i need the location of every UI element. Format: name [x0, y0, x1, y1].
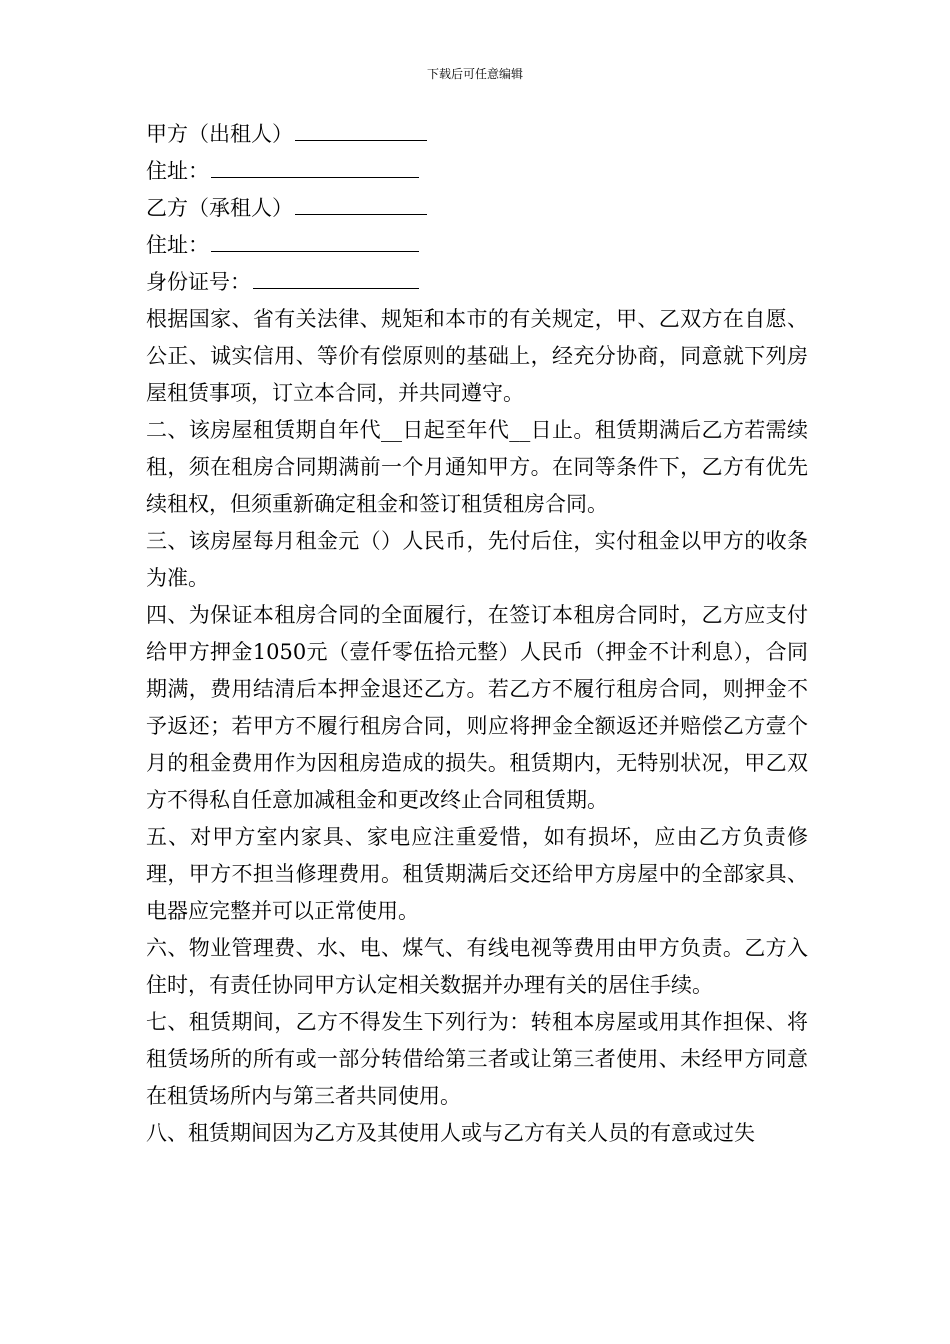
party-a-label: 甲方（出租人）	[146, 122, 293, 146]
paragraph-clause-7: 七、租赁期间，乙方不得发生下列行为：转租本房屋或用其作担保、将租赁场所的所有或一部分转借给第三者或让第三者使用、未经甲方同意在租赁场所内与第三者共同使用。	[146, 1010, 808, 1108]
address-a-blank[interactable]	[211, 153, 419, 178]
party-b-field	[146, 190, 808, 227]
paragraph-clause-4: 四、为保证本租房合同的全面履行，在签订本租房合同时，乙方应支付给甲方押金1050元（壹仟零伍拾元整）人民币（押金不计利息），合同期满，费用结清后本押金退还乙方。若乙方不履行租房合同，则押金不予返还；若甲方不履行租房合同，则应将押金全额返还并赔偿乙方壹个月的租金费用作为因租房造成的损失。租赁期内，无特别状况，甲乙双方不得私自任意加减租金和更改终止合同租赁期。	[146, 603, 808, 812]
address-b-field	[146, 227, 808, 264]
party-b-blank[interactable]	[295, 190, 427, 215]
address-b-blank[interactable]	[211, 227, 419, 252]
page-header-note: 下载后可任意编辑	[426, 67, 523, 81]
paragraph-intro: 根据国家、省有关法律、规矩和本市的有关规定，甲、乙双方在自愿、公正、诚实信用、等价有偿原则的基础上，经充分协商，同意就下列房屋租赁事项，订立本合同，并共同遵守。	[146, 307, 808, 405]
party-b-label: 乙方（承租人）	[146, 196, 293, 220]
address-a-label: 住址：	[146, 159, 209, 183]
party-a-blank[interactable]	[295, 116, 427, 141]
contract-body	[146, 116, 808, 1152]
paragraph-clause-2: 二、该房屋租赁期自年代__日起至年代__日止。租赁期满后乙方若需续租，须在租房合同期满前一个月通知甲方。在同等条件下，乙方有优先续租权，但须重新确定租金和签订租赁租房合同。	[146, 418, 808, 516]
paragraph-clause-5: 五、对甲方室内家具、家电应注重爱惜，如有损坏，应由乙方负责修理，甲方不担当修理费用。租赁期满后交还给甲方房屋中的全部家具、电器应完整并可以正常使用。	[146, 825, 808, 923]
id-number-field	[146, 264, 808, 301]
paragraph-clause-6: 六、物业管理费、水、电、煤气、有线电视等费用由甲方负责。乙方入住时，有责任协同甲方认定相关数据并办理有关的居住手续。	[146, 936, 808, 997]
paragraph-clause-3: 三、该房屋每月租金元（）人民币，先付后住，实付租金以甲方的收条为准。	[146, 529, 808, 590]
address-b-label: 住址：	[146, 233, 209, 257]
party-a-field	[146, 116, 808, 153]
id-number-blank[interactable]	[253, 264, 419, 289]
id-number-label: 身份证号：	[146, 270, 251, 294]
address-a-field	[146, 153, 808, 190]
paragraph-clause-8: 八、租赁期间因为乙方及其使用人或与乙方有关人员的有意或过失	[146, 1121, 755, 1145]
